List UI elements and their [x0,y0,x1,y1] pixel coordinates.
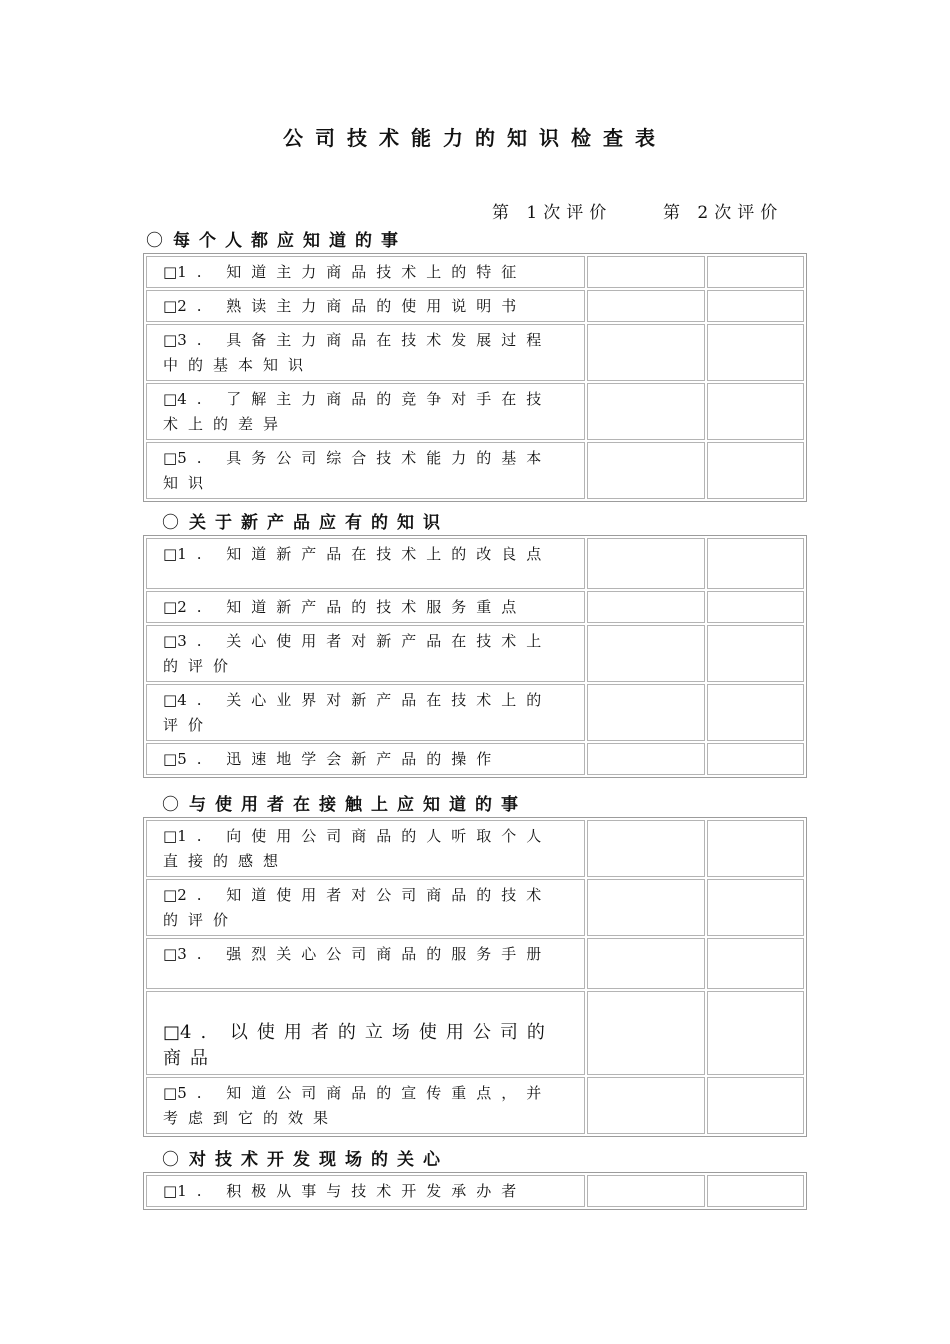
item-text: 2. 知道使用者对公司商品的技术的评价 [163,886,552,929]
second-evaluation-cell[interactable] [707,324,804,381]
first-evaluation-header: 第 1次评价 [492,203,613,223]
first-evaluation-cell[interactable] [587,938,706,989]
table-row [146,625,804,682]
first-evaluation-cell[interactable] [587,256,706,288]
checkbox-icon[interactable]: □ [163,297,178,315]
checkbox-icon[interactable]: □ [163,632,178,650]
second-evaluation-cell[interactable] [707,625,804,682]
second-evaluation-header: 第 2次评价 [663,203,784,223]
first-evaluation-cell[interactable] [587,991,706,1075]
first-evaluation-cell[interactable] [587,1077,706,1134]
second-evaluation-cell[interactable] [707,1175,804,1207]
first-evaluation-cell[interactable] [587,1175,706,1207]
second-evaluation-cell[interactable] [707,538,804,589]
table-row [146,383,804,440]
table-row [146,743,804,775]
section-heading-text: 与使用者在接触上应知道的事 [189,795,527,815]
table-row [146,256,804,288]
circle-bullet-icon: 〇 [162,795,179,815]
checklist-table [143,1172,807,1210]
item-text: 3. 强烈关心公司商品的服务手册 [177,945,552,963]
item-text: 1. 向使用公司商品的人听取个人直接的感想 [163,827,552,870]
checkbox-icon[interactable]: □ [163,331,178,349]
checkbox-icon[interactable]: □ [163,263,178,281]
table-row [146,1175,804,1207]
checkbox-icon[interactable]: □ [163,449,178,467]
second-evaluation-cell[interactable] [707,256,804,288]
first-evaluation-cell[interactable] [587,290,706,322]
table-row [146,290,804,322]
item-text: 1. 知道主力商品技术上的特征 [177,263,527,281]
checklist-table [143,535,807,778]
item-text: 5. 具务公司综合技术能力的基本知识 [163,449,552,492]
table-row [146,538,804,589]
first-evaluation-cell[interactable] [587,743,706,775]
checkbox-icon[interactable]: □ [163,945,178,963]
checkbox-icon[interactable]: □ [163,886,178,904]
section-heading-text: 关于新产品应有的知识 [189,513,449,533]
item-text: 2. 知道新产品的技术服务重点 [177,598,527,616]
checkbox-icon[interactable]: □ [163,390,178,408]
second-evaluation-cell[interactable] [707,290,804,322]
checkbox-icon[interactable]: □ [163,1182,178,1200]
section-heading [146,226,407,251]
checkbox-icon[interactable]: □ [163,598,178,616]
first-evaluation-cell[interactable] [587,442,706,499]
item-text: 5. 知道公司商品的宣传重点，并考虑到它的效果 [163,1084,552,1127]
second-evaluation-cell[interactable] [707,442,804,499]
checkbox-icon[interactable]: □ [163,691,178,709]
section-heading [162,508,449,533]
item-text: 3. 具备主力商品在技术发展过程中的基本知识 [163,331,552,374]
item-text: 1. 知道新产品在技术上的改良点 [177,545,552,563]
checklist-table [143,253,807,502]
checkbox-icon[interactable]: □ [163,1084,178,1102]
circle-bullet-icon: 〇 [162,1150,179,1170]
second-evaluation-cell[interactable] [707,938,804,989]
table-row [146,991,804,1075]
section-heading [162,1145,449,1170]
table-row [146,938,804,989]
table-row [146,879,804,936]
first-evaluation-cell[interactable] [587,879,706,936]
circle-bullet-icon: 〇 [146,231,163,251]
section-heading-text: 每个人都应知道的事 [173,231,407,251]
section-heading [162,790,527,815]
first-evaluation-cell[interactable] [587,625,706,682]
page-title: 公司技术能力的知识检查表 [283,126,667,150]
checklist-table [143,817,807,1137]
table-row [146,684,804,741]
second-evaluation-cell[interactable] [707,820,804,877]
first-evaluation-cell[interactable] [587,820,706,877]
checkbox-icon[interactable]: □ [163,545,178,563]
first-evaluation-cell[interactable] [587,591,706,623]
item-text: 1. 积极从事与技术开发承办者 [177,1182,527,1200]
item-text: 4. 以使用者的立场使用公司的商品 [163,1022,554,1069]
table-row [146,324,804,381]
table-row [146,820,804,877]
first-evaluation-cell[interactable] [587,383,706,440]
table-row [146,591,804,623]
item-text: 5. 迅速地学会新产品的操作 [177,750,502,768]
second-evaluation-cell[interactable] [707,591,804,623]
item-text: 4. 了解主力商品的竞争对手在技术上的差异 [163,390,552,433]
checkbox-icon[interactable]: □ [163,827,178,845]
first-evaluation-cell[interactable] [587,538,706,589]
second-evaluation-cell[interactable] [707,879,804,936]
section-heading-text: 对技术开发现场的关心 [189,1150,449,1170]
item-text: 3. 关心使用者对新产品在技术上的评价 [163,632,552,675]
second-evaluation-cell[interactable] [707,743,804,775]
checkbox-icon[interactable]: □ [163,750,178,768]
item-text: 2. 熟读主力商品的使用说明书 [177,297,527,315]
second-evaluation-cell[interactable] [707,991,804,1075]
first-evaluation-cell[interactable] [587,324,706,381]
second-evaluation-cell[interactable] [707,383,804,440]
circle-bullet-icon: 〇 [162,513,179,533]
checkbox-icon[interactable]: □ [163,1022,181,1043]
table-row [146,1077,804,1134]
second-evaluation-cell[interactable] [707,1077,804,1134]
table-row [146,442,804,499]
first-evaluation-cell[interactable] [587,684,706,741]
item-text: 4. 关心业界对新产品在技术上的评价 [163,691,552,734]
second-evaluation-cell[interactable] [707,684,804,741]
